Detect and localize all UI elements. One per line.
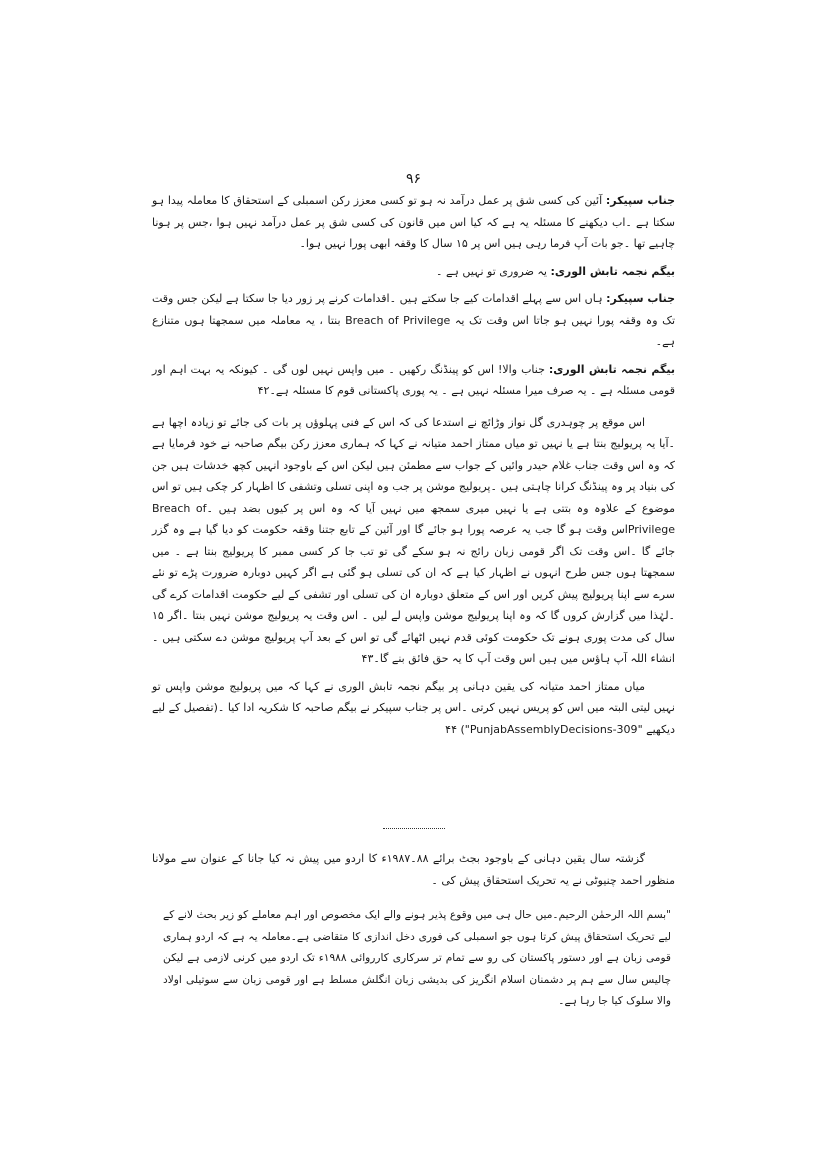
speaker-name: جناب سپیکر: — [605, 194, 675, 207]
speech-text: آئین کی کسی شق پر عمل درآمد نہ ہو تو کسی معزز رکن اسمبلی کے استحقاق کا معاملہ پیدا ہو سکتا ہے ۔اب دیکھنے کا مسئلہ یہ ہے کہ کیا اس میں قانون کی کسی شق پر عمل درآمد نہیں ہوا ،جس پر ہونا چاہیے تھا ۔جو بات آپ فرما رہی ہیں اس پر ۱۵ سال کا وقفہ ابھی پورا نہیں ہوا۔ — [152, 194, 675, 250]
section-separator — [383, 828, 445, 829]
section-intro: گزشتہ سال یقین دہانی کے باوجود بجٹ برائے ۸۸۔۱۹۸۷ء کا اردو میں پیش نہ کیا جانا کے عنوان سے مولانا منظور احمد چنیوٹی نے یہ تحریک استحقاق پیش کی ۔ — [152, 852, 675, 887]
speaker-name: بیگم نجمہ تابش الوری: — [548, 362, 676, 376]
speaker-turn — [152, 359, 675, 402]
speech-text: یہ ضروری تو نہیں ہے ۔ — [436, 264, 551, 278]
quote-block — [163, 905, 671, 1013]
narrative-paragraph: میاں ممتاز احمد متیانہ کی یقین دہانی پر بیگم نجمہ تابش الوری نے کہا کہ میں پریولیج موشن واپس تو نہیں لیتی البتہ میں اس کو پریس نہیں کرتی ۔اس پر جناب سپیکر نے بیگم صاحبہ کا شکریہ ادا کیا ۔(تفصیل کے لیے دیکھیے "PunjabAssemblyDecisions-309") ۴۴ — [152, 679, 675, 736]
speech-text: جناب والا! اس کو پینڈنگ رکھیں ۔ میں واپس نہیں لوں گی ۔ کیونکہ یہ بہت اہم اور قومی مسئلہ ہے ۔ یہ صرف میرا مسئلہ نہیں ہے ۔ یہ پوری پاکستانی قوم کا مسئلہ ہے۔۴۲ — [152, 362, 675, 397]
speaker-name: جناب سپیکر: — [606, 292, 675, 305]
quoted-motion: "بسم اللہ الرحمٰن الرحیم۔میں حال ہی میں وقوع پذیر ہونے والے ایک مخصوص اور اہم معاملے کو زیر بحث لانے کے لیے تحریک استحقاق پیش کرتا ہوں جو اسمبلی کی فوری دخل اندازی کا متقاضی ہے۔معاملہ یہ ہے کہ اردو ہماری قومی زبان ہے اور دستور پاکستان کی رو سے تمام تر سرکاری کارروائی ۱۹۸۸ء تک اردو میں کرنی لازمی ہے لیکن چالیس سال سے ہم پر دشمنان اسلام انگریز کی بدیشی زبان انگلش مسلط ہے اور قومی زبان سے سوتیلی اولاد والا سلوک کیا جا رہا ہے۔ — [163, 909, 671, 1007]
speaker-turn — [152, 288, 675, 353]
speech-text: ہاں اس سے پہلے اقدامات کیے جا سکتے ہیں ۔اقدامات کرنے پر زور دیا جا سکتا ہے لیکن جس وقت تک وہ وقفہ پورا نہیں ہو جاتا اس وقت تک یہ Breach of Privilege بنتا ، یہ معاملہ میں سمجھتا ہوں متنازع ہے۔ — [152, 292, 676, 348]
speaker-turn — [152, 190, 675, 255]
main-text-column — [152, 190, 675, 740]
section-intro-block — [152, 848, 675, 891]
narrative-paragraph: اس موقع پر چوہدری گل نواز وڑائچ نے استدعا کی کہ اس کے فنی پہلوؤں پر بات کی جائے تو زیادہ اچھا ہے ۔آیا یہ پریولیج بنتا ہے یا نہیں تو میاں ممتاز احمد متیانہ نے کہا کہ ہماری معزز رکن بیگم صاحبہ نے خود فرمایا ہے کہ وہ اس وقت جناب غلام حیدر وائیں کے جواب سے مطمئن ہیں لیکن اس کے باوجود انہیں کچھ خدشات ہیں جن کی بنیاد پر وہ پینڈنگ کرانا چاہتی ہیں ۔پریولیج موشن پر جب وہ اپنی تسلی وتشفی کا اظہار کر چکی ہیں تو اس موضوع کے علاوہ وہ بتتی ہے یا نہیں میری سمجھ میں نہیں آیا کہ وہ اس پر کیوں بضد ہیں ۔Breach of Privilegeاس وقت ہو گا جب یہ عرصہ پورا ہو جائے گا اور آئین کے تابع جتنا وقفہ حکومت کو دیا گیا ہے وہ گزر جائے گا ۔اس وقت تک اگر قومی زبان رائج نہ ہو سکے گی تو تب جا کر کسی ممبر کا پریولیج بنتا ہے ۔ میں سمجھتا ہوں جس طرح انہوں نے اظہار کیا ہے کہ ان کی تسلی ہو گئی ہے اگر کہیں دوبارہ ضرورت پڑے تو نئے سرے سے اپنا پریولیج پیش کریں اور اس کے متعلق دوبارہ ان کی تسلی اور تشفی کے لیے حکومت اقدامات کرے گی ۔لہٰذا میں گزارش کروں گا کہ وہ اپنا پریولیج موشن واپس لے لیں ۔ اس وقت یہ پریولیج موشن نہیں بنتا ۔اگر ۱۵ سال کی مدت پوری ہونے تک حکومت کوئی قدم نہیں اٹھائے گی تو اس کے بعد آپ پریولیج موشن دے سکتی ہیں ۔انشاء اللہ آپ ہاؤس میں ہیں اس وقت آپ کا یہ حق فائق بنے گا۔۴۳ — [152, 415, 675, 665]
page-number: ۹۶ — [405, 171, 422, 187]
speaker-turn — [152, 261, 675, 283]
speaker-name: بیگم نجمہ تابش الوری: — [550, 264, 675, 278]
